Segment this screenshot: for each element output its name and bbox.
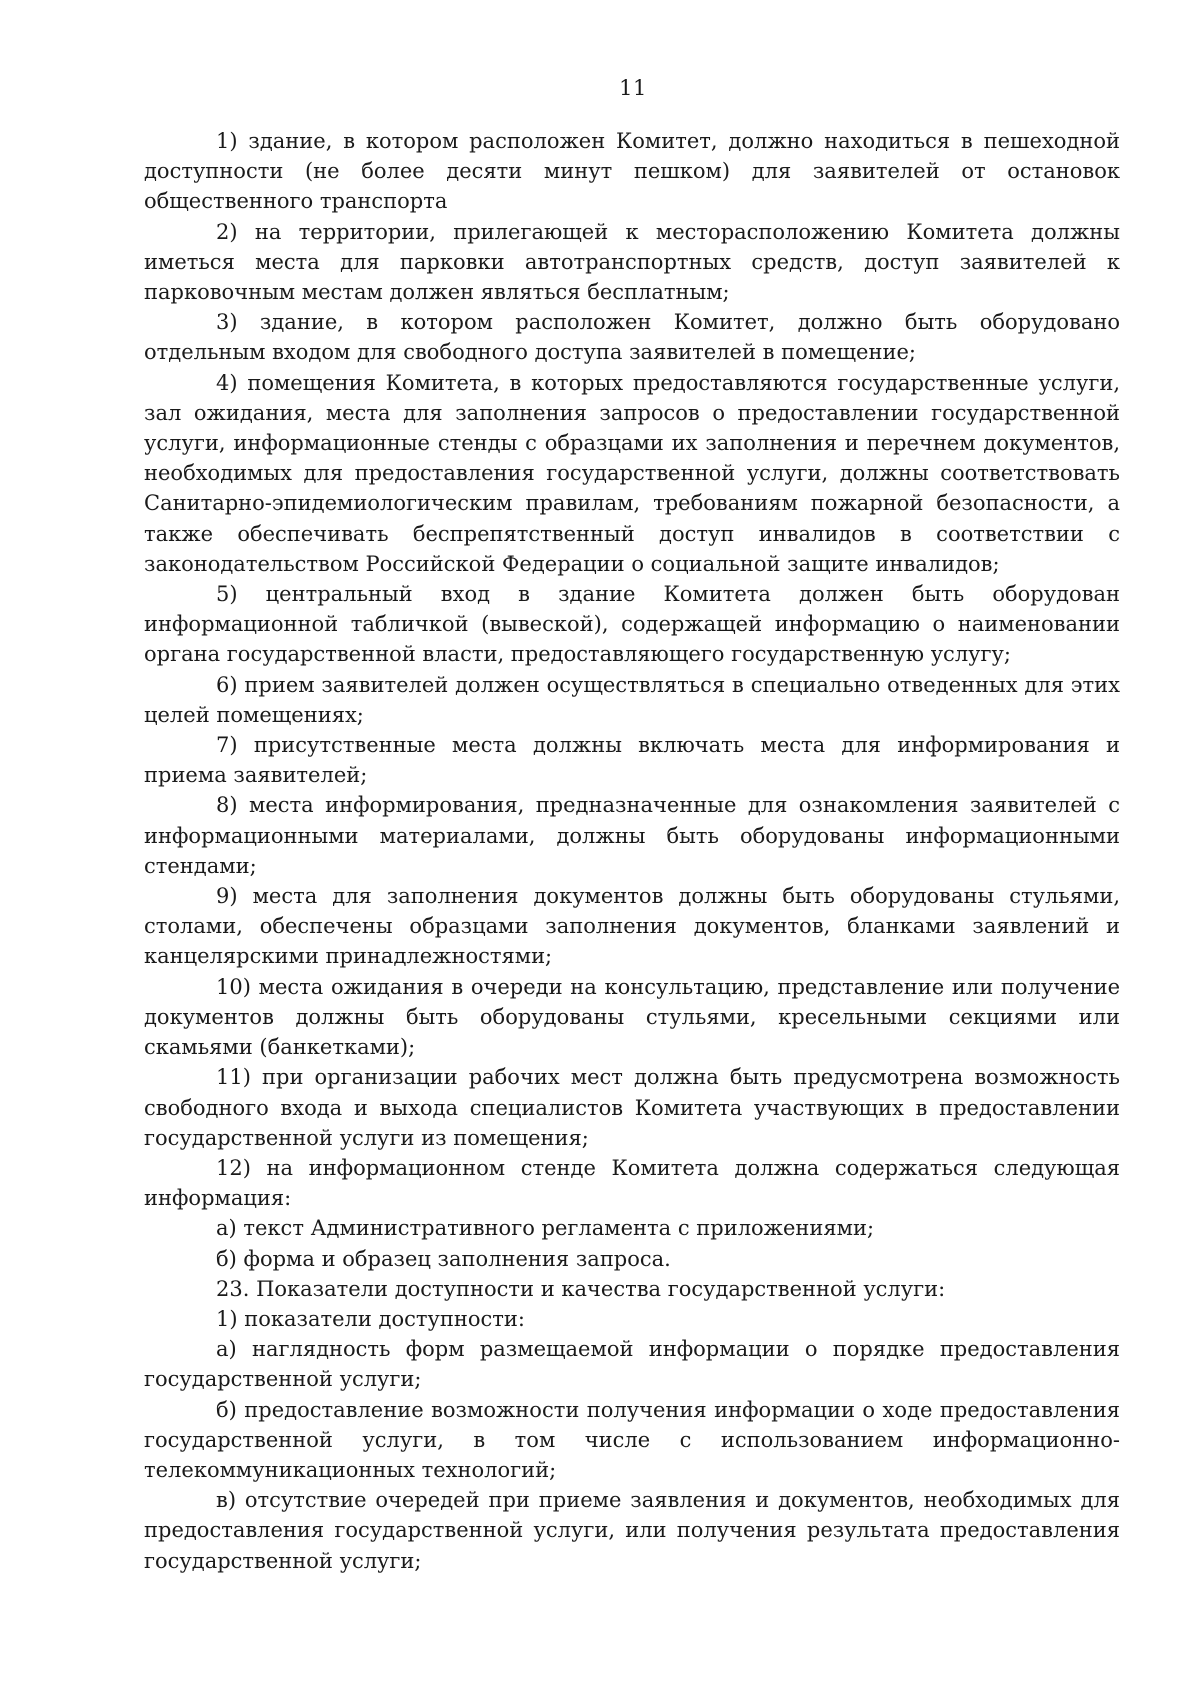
accessibility-indicators-heading: 1) показатели доступности:: [216, 1306, 525, 1331]
paragraph-item-7: 7) присутственные места должны включать места для информирования и приема заявителей;: [144, 733, 1120, 788]
paragraph-item-9: 9) места для заполнения документов должны быть оборудованы стульями, столами, обеспечены образцами заполнения документов, бланками заявлений и канцелярскими принадлежностями;: [144, 884, 1120, 969]
paragraph-item-5: 5) центральный вход в здание Комитета должен быть оборудован информационной табличкой (вывеской), содержащей информацию о наименовании органа государственной власти, предоставляющего государственную услугу;: [144, 582, 1120, 667]
paragraph-item-4: 4) помещения Комитета, в которых предоставляются государственные услуги, зал ожидания, места для заполнения запросов о предоставлении государственной услуги, информационные стенды с образцами их заполнения и перечнем документов, необходимых для предоставления государственной услуги, должны соответствовать Санитарно-эпидемиологическим правилам, требованиям пожарной безопасности, а также обеспечивать беспрепятственный доступ инвалидов в соответствии с законодательством Российской Федерации о социальной защите инвалидов;: [144, 370, 1120, 576]
paragraph-item-10: 10) места ожидания в очереди на консультацию, представление или получение документов должны быть оборудованы стульями, кресельными секциями или скамьями (банкетками);: [144, 974, 1120, 1060]
paragraph-item-6: 6) прием заявителей должен осуществляться в специально отведенных для этих целей помещениях;: [144, 672, 1120, 727]
paragraph-item-8: 8) места информирования, предназначенные для ознакомления заявителей с информационными материалами, должны быть оборудованы информационными стендами;: [144, 793, 1120, 878]
paragraph-item-12: 12) на информационном стенде Комитета должна содержаться следующая информация:: [144, 1155, 1120, 1211]
paragraph-subitem-b: б) форма и образец заполнения запроса.: [216, 1246, 671, 1271]
paragraph-item-2: 2) на территории, прилегающей к месторасположению Комитета должны иметься места для парковки автотранспортных средств, доступ заявителей к парковочным местам должен являться бесплатным;: [144, 219, 1120, 305]
paragraph-item-11: 11) при организации рабочих мест должна быть предусмотрена возможность свободного входа и выхода специалистов Комитета участвующих в предоставлении государственной услуги из помещения;: [144, 1065, 1120, 1150]
section-23-heading: 23. Показатели доступности и качества государственной услуги:: [216, 1276, 946, 1301]
paragraph-subitem-a: а) текст Административного регламента с приложениями;: [216, 1216, 875, 1241]
page-number: 11: [619, 76, 647, 100]
paragraph-item-1: 1) здание, в котором расположен Комитет, должно находиться в пешеходной доступности (не более десяти минут пешком) для заявителей от остановок общественного транспорта: [144, 129, 1120, 214]
indicator-item-a: а) наглядность форм размещаемой информации о порядке предоставления государственной услуги;: [144, 1337, 1120, 1392]
document-body: [144, 126, 1120, 1576]
paragraph-item-3: 3) здание, в котором расположен Комитет, должно быть оборудовано отдельным входом для свободного доступа заявителей в помещение;: [144, 310, 1120, 365]
indicator-item-v: в) отсутствие очередей при приеме заявления и документов, необходимых для предоставления государственной услуги, или получения результата предоставления государственной услуги;: [144, 1488, 1120, 1573]
indicator-item-b: б) предоставление возможности получения информации о ходе предоставления государственной услуги, в том числе с использованием информационно-телекоммуникационных технологий;: [144, 1397, 1120, 1482]
